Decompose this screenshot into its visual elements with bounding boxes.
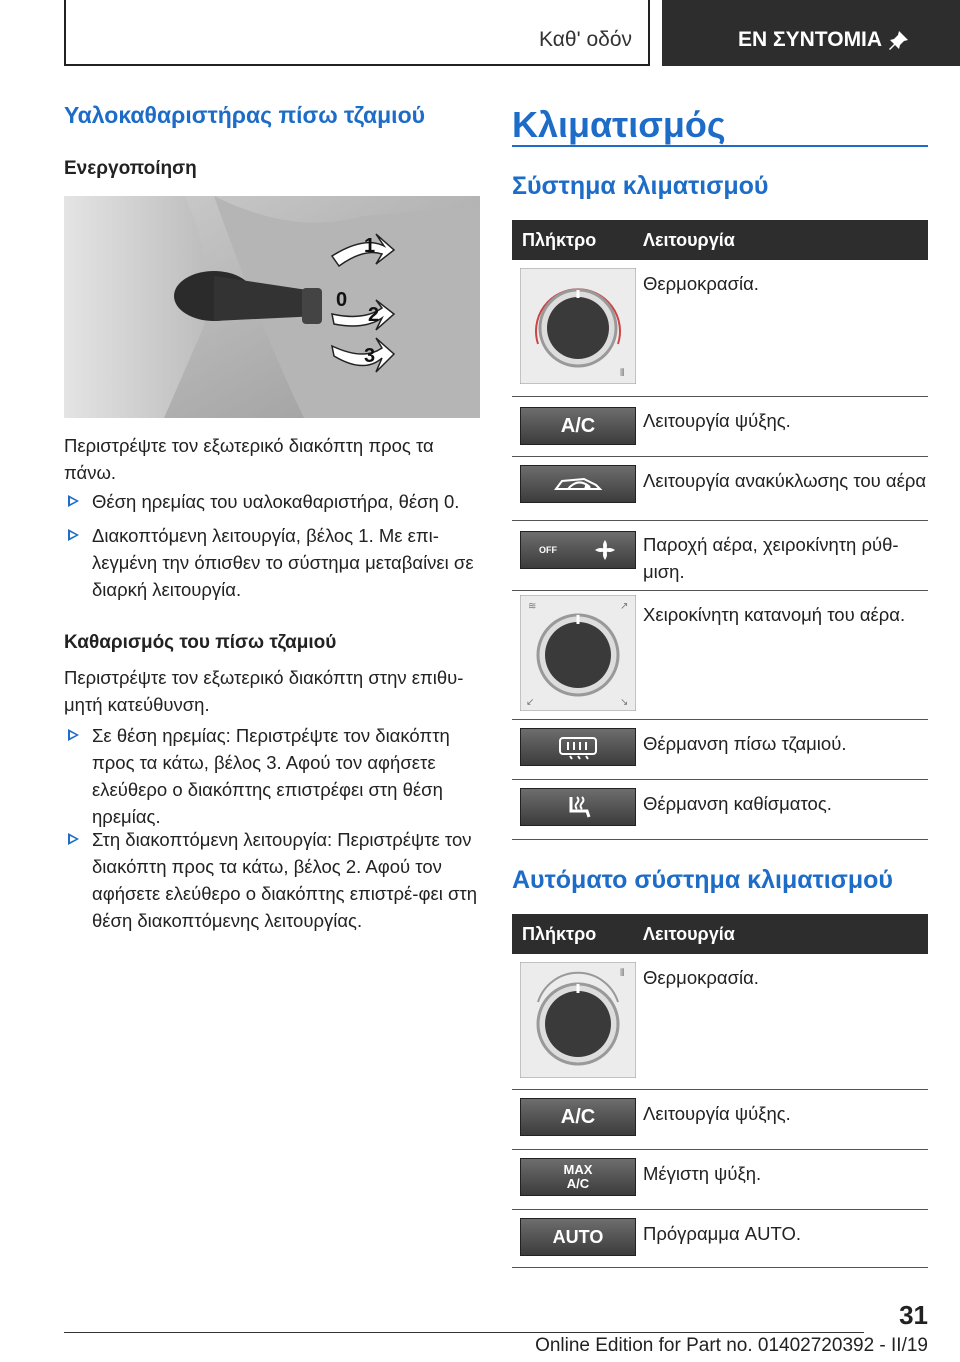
arrow-label-3: 3 — [364, 345, 376, 367]
header-separator — [648, 0, 650, 66]
ac-label: A/C — [566, 1176, 590, 1191]
temperature-knob-icon — [520, 268, 636, 389]
table-row — [512, 457, 928, 521]
fan-icon — [593, 538, 617, 562]
rear-defrost-button-icon — [520, 728, 636, 766]
col-key: Πλήκτρο — [522, 924, 597, 944]
row-description: Θερμοκρασία. — [643, 273, 759, 294]
row-description: Θέρμανση καθίσματος. — [643, 793, 832, 814]
air-distribution-knob-icon — [520, 595, 636, 716]
bullet-item — [64, 488, 480, 515]
bullet-triangle-icon — [68, 495, 79, 507]
bullet-text: Σε θέση ηρεμίας: Περιστρέψτε τον διακόπτη προς τα κάτω, βέλος 3. Αφού τον αφήσετε ελεύθερο ο διακόπτης επιστρέφει στη θέση ηρεμίας. — [92, 725, 450, 827]
section-title-rear-wiper: Υαλοκαθαριστήρας πίσω τζαμιού — [64, 102, 426, 128]
svg-text:↘: ↘ — [620, 697, 629, 708]
col-key: Πλήκτρο — [522, 230, 597, 250]
bullet-text: Στη διακοπτόμενη λειτουργία: Περιστρέψτε τον διακόπτη προς τα κάτω, βέλος 2. Αφού τον αφήσετε ελεύθερο ο διακόπτης επιστρέ-φει στη θέση διακοπτόμενης λειτουργίας. — [92, 829, 477, 931]
subtitle-rear-window-cleaning: Καθαρισμός του πίσω τζαμιού — [64, 632, 337, 653]
svg-text:≋: ≋ — [528, 601, 537, 612]
row-description: Θερμοκρασία. — [643, 967, 759, 988]
tab-on-the-road[interactable]: Καθ' οδόν — [66, 0, 648, 64]
row-description: Πρόγραμμα AUTO. — [643, 1223, 801, 1244]
page-title: Κλιματισμός — [512, 104, 726, 145]
footer-edition: Online Edition for Part no. 01402720392 - II/19 — [535, 1335, 928, 1356]
table-header — [512, 914, 928, 954]
intro-text: Περιστρέψτε τον εξωτερικό διακόπτη προς τα πάνω. — [64, 435, 434, 483]
section-title-air-conditioning: Σύστημα κλιματισμού — [512, 172, 769, 200]
svg-text:↙: ↙ — [526, 697, 535, 708]
tab-at-a-glance[interactable] — [662, 0, 960, 66]
bullet-text: Διακοπτόμενη λειτουργία, βέλος 1. Με επι-λεγμένη την όπισθεν το σύστημα μεταβαίνει σε διαρκή λειτουργία. — [92, 525, 474, 600]
ac-button-label: A/C — [560, 1105, 596, 1128]
seat-heating-button-icon — [520, 788, 636, 826]
page-number: 31 — [899, 1300, 928, 1330]
table-row — [512, 720, 928, 780]
subtitle-activation: Ενεργοποίηση — [64, 158, 197, 179]
table-row — [512, 780, 928, 840]
position-label-0: 0 — [336, 289, 348, 311]
col-function: Λειτουργία — [643, 230, 735, 250]
fan-button-icon — [520, 531, 636, 569]
bullet-item — [64, 722, 480, 830]
auto-button-label: AUTO — [552, 1226, 604, 1247]
svg-text:⦀: ⦀ — [620, 968, 625, 979]
bullet-triangle-icon — [68, 529, 79, 541]
arrow-label-1: 1 — [364, 235, 376, 257]
row-description: Λειτουργία ψύξης. — [643, 1103, 791, 1124]
row-description: Λειτουργία ανακύκλωσης του αέρα — [643, 470, 927, 491]
header-bottom-border — [64, 64, 650, 66]
ac-button-icon — [520, 1098, 636, 1136]
row-description: Λειτουργία ψύξης. — [643, 410, 791, 431]
svg-text:⦀: ⦀ — [620, 368, 625, 379]
table-row — [512, 260, 928, 397]
ac-button-label: A/C — [560, 414, 596, 437]
table-row — [512, 954, 928, 1090]
max-ac-button-icon — [520, 1158, 636, 1196]
svg-text:↗: ↗ — [620, 601, 629, 612]
intro2-text: Περιστρέψτε τον εξωτερικό διακόπτη στην επιθυ-μητή κατεύθυνση. — [64, 667, 464, 715]
title-rule — [512, 145, 928, 147]
footer-rule — [64, 1332, 864, 1333]
tab-at-a-glance-label: ΕΝ ΣΥΝΤΟΜΙΑ — [738, 28, 883, 51]
bullet-item — [64, 522, 480, 603]
arrow-label-2: 2 — [368, 304, 380, 326]
fan-off-label: OFF — [539, 545, 557, 555]
section-title-automatic-ac: Αυτόματο σύστημα κλιματισμού — [512, 866, 893, 894]
auto-button-icon — [520, 1218, 636, 1256]
table-row — [512, 591, 928, 720]
recirculation-button-icon — [520, 465, 636, 503]
wiper-stalk-photo — [64, 196, 480, 418]
table-row — [512, 1150, 928, 1210]
table-header — [512, 220, 928, 260]
table-row — [512, 1210, 928, 1268]
bullet-text: Θέση ηρεμίας του υαλοκαθαριστήρα, θέση 0. — [92, 491, 460, 512]
bullet-triangle-icon — [68, 833, 79, 845]
pin-icon — [888, 30, 910, 52]
col-function: Λειτουργία — [643, 924, 735, 944]
row-description: Χειροκίνητη κατανομή του αέρα. — [643, 604, 906, 625]
row-description: Μέγιστη ψύξη. — [643, 1163, 762, 1184]
max-label: MAX — [563, 1162, 593, 1177]
table-row — [512, 521, 928, 591]
temperature-knob-icon — [520, 962, 636, 1083]
row-description: Παροχή αέρα, χειροκίνητη ρύθ-μιση. — [643, 534, 899, 582]
row-description: Θέρμανση πίσω τζαμιού. — [643, 733, 847, 754]
table-row — [512, 1090, 928, 1150]
bullet-item — [64, 826, 480, 934]
table-row — [512, 397, 928, 457]
bullet-triangle-icon — [68, 729, 79, 741]
ac-button-icon — [520, 407, 636, 445]
